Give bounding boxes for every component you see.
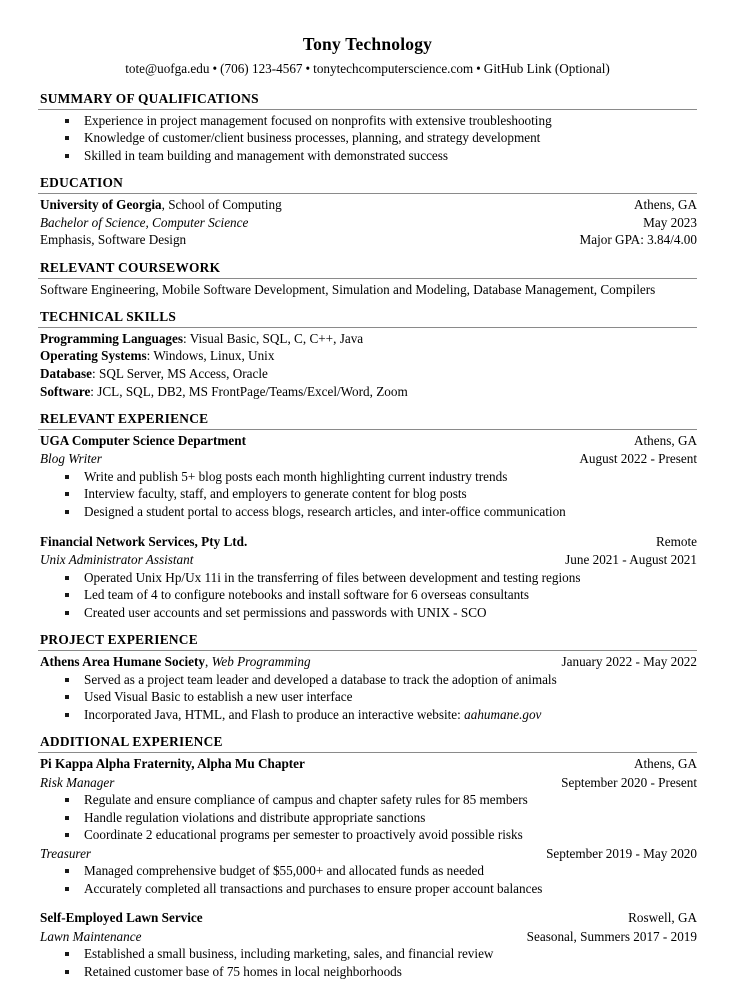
project-entry: [38, 653, 697, 723]
experience-org-row: [38, 432, 697, 450]
list-item: Served as a project team leader and developed a database to track the adoption of animals: [38, 671, 697, 689]
experience-dates: June 2021 - August 2021: [565, 552, 697, 568]
project-org-row: [38, 653, 697, 671]
section-summary-of-qualifications: [38, 91, 697, 164]
experience-bullet-list: [38, 569, 697, 622]
experience-entry: [38, 432, 697, 521]
additional-role-row: [38, 774, 697, 792]
section-divider: [38, 193, 697, 194]
contact-line: [38, 60, 697, 77]
experience-dates: August 2022 - Present: [579, 451, 697, 467]
section-relevant-experience: [38, 411, 697, 621]
contact-separator: •: [305, 60, 311, 76]
experience-role-row: [38, 450, 697, 468]
list-item-text: Incorporated Java, HTML, and Flash to produce an interactive website:: [84, 706, 465, 722]
section-divider: [38, 327, 697, 328]
education-school-unit: , School of Computing: [161, 197, 282, 213]
project-org-suffix: ,: [204, 654, 212, 670]
contact-github-link[interactable]: GitHub Link (Optional): [483, 60, 610, 76]
skill-label: Operating Systems: [40, 348, 147, 364]
list-item: Knowledge of customer/client business processes, planning, and strategy development: [38, 129, 697, 147]
additional-experience-entry: [38, 909, 697, 980]
list-item: Interview faculty, staff, and employers to generate content for blog posts: [38, 485, 697, 503]
education-emphasis: Emphasis, Software Design: [40, 232, 187, 248]
list-item: Designed a student portal to access blogs, research articles, and inter-office communication: [38, 503, 697, 521]
skill-value: : SQL Server, MS Access, Oracle: [92, 365, 268, 381]
additional-second-role-row: [38, 845, 697, 863]
section-divider: [38, 109, 697, 110]
contact-website[interactable]: tonytechcomputerscience.com: [313, 60, 474, 76]
skill-value: : JCL, SQL, DB2, MS FrontPage/Teams/Excel/Word, Zoom: [90, 383, 408, 399]
skill-row: [38, 347, 697, 365]
experience-organization: Financial Network Services, Pty Ltd.: [40, 533, 248, 549]
section-heading: TECHNICAL SKILLS: [40, 309, 177, 325]
additional-location: Roswell, GA: [628, 910, 697, 926]
additional-experience-entry: [38, 755, 697, 897]
experience-role-row: [38, 551, 697, 569]
experience-bullet-list: [38, 468, 697, 521]
skill-label: Software: [40, 383, 91, 399]
list-item: Used Visual Basic to establish a new user interface: [38, 688, 697, 706]
list-item: Experience in project management focused on nonprofits with extensive troubleshooting: [38, 112, 697, 130]
additional-dates: Seasonal, Summers 2017 - 2019: [526, 928, 697, 944]
list-item: Handle regulation violations and distribute appropriate sanctions: [38, 809, 697, 827]
section-education: [38, 175, 697, 248]
list-item: Skilled in team building and management with demonstrated success: [38, 147, 697, 165]
page-title: Tony Technology: [302, 34, 433, 54]
education-gpa: Major GPA: 3.84/4.00: [579, 232, 697, 248]
additional-location: Athens, GA: [633, 755, 697, 771]
additional-org-row: [38, 755, 697, 773]
skill-row: [38, 330, 697, 348]
additional-bullet-list: [38, 791, 697, 844]
summary-bullet-list: [38, 112, 697, 165]
list-item: Retained customer base of 75 homes in local neighborhoods: [38, 963, 697, 981]
section-heading: RELEVANT COURSEWORK: [40, 259, 221, 275]
section-heading: SUMMARY OF QUALIFICATIONS: [40, 91, 259, 107]
contact-separator: •: [476, 60, 481, 76]
additional-bullet-list: [38, 945, 697, 980]
contact-separator: •: [212, 60, 218, 76]
additional-second-role: Treasurer: [40, 845, 92, 861]
list-item: Write and publish 5+ blog posts each month highlighting current industry trends: [38, 468, 697, 486]
list-item: Created user accounts and set permissions and passwords with UNIX - SCO: [38, 604, 697, 622]
section-heading: RELEVANT EXPERIENCE: [40, 411, 209, 427]
experience-entry: [38, 533, 697, 622]
section-heading: ADDITIONAL EXPERIENCE: [40, 734, 223, 750]
education-degree-row: [38, 214, 697, 232]
experience-role: Blog Writer: [40, 451, 102, 467]
list-item: Coordinate 2 educational programs per semester to proactively avoid possible risks: [38, 826, 697, 844]
section-divider: [38, 278, 697, 279]
contact-email[interactable]: tote@uofga.edu: [125, 60, 210, 76]
experience-organization: UGA Computer Science Department: [40, 432, 246, 448]
section-project-experience: [38, 632, 697, 723]
additional-organization: Pi Kappa Alpha Fraternity, Alpha Mu Chapter: [40, 755, 305, 771]
skill-label: Database: [40, 365, 93, 381]
list-item: Led team of 4 to configure notebooks and install software for 6 overseas consultants: [38, 586, 697, 604]
skill-row: [38, 383, 697, 401]
additional-role-row: [38, 928, 697, 946]
additional-org-row: [38, 909, 697, 927]
skill-label: Programming Languages: [40, 330, 183, 346]
education-grad-date: May 2023: [643, 214, 697, 230]
project-bullet-list: [38, 671, 697, 724]
education-school-name: University of Georgia: [40, 197, 162, 213]
project-organization-name: Athens Area Humane Society: [40, 654, 205, 670]
additional-dates: September 2020 - Present: [561, 774, 697, 790]
education-location: Athens, GA: [633, 197, 697, 213]
section-technical-skills: [38, 309, 697, 400]
skill-value: : Windows, Linux, Unix: [146, 348, 275, 364]
additional-second-bullet-list: [38, 862, 697, 897]
list-item: Accurately completed all transactions and purchases to ensure proper account balances: [38, 880, 697, 898]
additional-organization: Self-Employed Lawn Service: [40, 910, 203, 926]
section-divider: [38, 752, 697, 753]
section-additional-experience: [38, 734, 697, 980]
additional-second-dates: September 2019 - May 2020: [546, 845, 697, 861]
list-item: [38, 706, 697, 724]
experience-role: Unix Administrator Assistant: [40, 552, 194, 568]
project-dates: January 2022 - May 2022: [561, 654, 697, 670]
section-divider: [38, 429, 697, 430]
coursework-list: Software Engineering, Mobile Software Development, Simulation and Modeling, Database Management, Compilers: [40, 281, 656, 297]
list-item: Managed comprehensive budget of $55,000+ and allocated funds as needed: [38, 862, 697, 880]
section-heading: EDUCATION: [40, 175, 124, 191]
section-divider: [38, 650, 697, 651]
project-role: Web Programming: [211, 654, 311, 670]
additional-role: Risk Manager: [40, 774, 115, 790]
skill-value: : Visual Basic, SQL, C, C++, Java: [183, 330, 364, 346]
section-relevant-coursework: [38, 260, 697, 298]
project-organization: [38, 653, 311, 671]
experience-org-row: [38, 533, 697, 551]
project-website: aahumane.gov: [464, 706, 542, 722]
additional-role: Lawn Maintenance: [40, 928, 142, 944]
section-heading: PROJECT EXPERIENCE: [40, 632, 198, 648]
experience-location: Remote: [655, 533, 697, 549]
education-degree: Bachelor of Science, Computer Science: [40, 214, 249, 230]
list-item: Operated Unix Hp/Ux 11i in the transferring of files between development and testing regions: [38, 569, 697, 587]
skill-row: [38, 365, 697, 383]
contact-phone: (706) 123-4567: [220, 60, 303, 76]
education-school-row: [38, 196, 697, 214]
education-emphasis-row: [38, 231, 697, 249]
list-item: Established a small business, including marketing, sales, and financial review: [38, 945, 697, 963]
education-school: [38, 196, 282, 214]
experience-location: Athens, GA: [633, 432, 697, 448]
list-item: Regulate and ensure compliance of campus and chapter safety rules for 85 members: [38, 791, 697, 809]
